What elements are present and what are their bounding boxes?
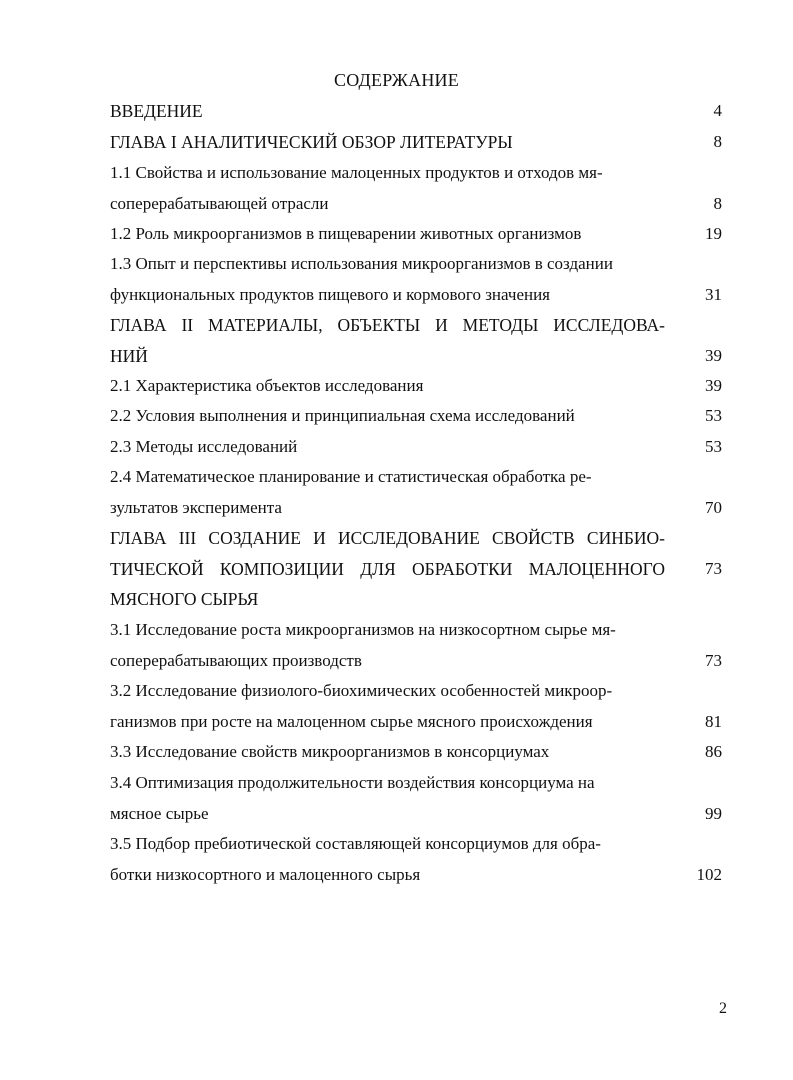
toc-entry-line: соперерабатывающих производств — [110, 650, 362, 670]
toc-entry-text: ГЛАВА I АНАЛИТИЧЕСКИЙ ОБЗОР ЛИТЕРАТУРЫ — [110, 132, 513, 152]
toc-entry-text — [110, 829, 665, 890]
toc-entry-chapter-2[interactable] — [110, 310, 722, 371]
toc-page-number: 19 — [705, 224, 722, 243]
toc-entry-line: ботки низкосортного и малоценного сырья — [110, 864, 421, 884]
toc-entry-chapter-3[interactable] — [110, 523, 722, 615]
toc-page-number: 31 — [705, 284, 722, 304]
toc-entry-text — [110, 462, 665, 523]
page-title: СОДЕРЖАНИЕ — [334, 70, 459, 90]
toc-entry-text: 1.2 Роль микроорганизмов в пищеварении животных организмов — [110, 224, 582, 243]
toc-entry-line: зультатов эксперимента — [110, 497, 282, 517]
toc-entry-line: 3.2 Исследование физиолого-биохимических особенностей микроор- — [110, 681, 613, 700]
toc-entry-3-5[interactable] — [110, 829, 722, 890]
toc-page-number: 81 — [705, 711, 722, 731]
toc-page-number: 99 — [705, 803, 722, 823]
toc-page-number: 70 — [705, 497, 722, 517]
toc-entry-1-1[interactable] — [110, 158, 722, 219]
toc-page-number: 73 — [705, 650, 722, 670]
toc-entry-text — [110, 158, 665, 219]
toc-entry-2-3[interactable] — [110, 432, 722, 463]
toc-page-number: 39 — [705, 376, 722, 395]
toc-page-number: 8 — [713, 132, 722, 151]
toc-page-number: 8 — [713, 193, 722, 213]
toc-entry-3-3[interactable] — [110, 737, 722, 768]
toc-entry-line: НИЙ — [110, 345, 148, 366]
toc-entry-2-1[interactable] — [110, 371, 722, 402]
toc-entry-text: 2.2 Условия выполнения и принципиальная схема исследований — [110, 406, 575, 425]
toc-entry-2-2[interactable] — [110, 401, 722, 432]
toc-entry-3-1[interactable] — [110, 615, 722, 676]
toc-entry-line: функциональных продуктов пищевого и кормового значения — [110, 284, 550, 304]
toc-entry-line: 1.1 Свойства и использование малоценных продуктов и отходов мя- — [110, 163, 603, 182]
toc-entry-text: 3.3 Исследование свойств микроорганизмов в консорциумах — [110, 742, 550, 761]
toc-entry-line: 1.3 Опыт и перспективы использования микроорганизмов в создании — [110, 254, 613, 273]
toc-entry-3-4[interactable] — [110, 768, 722, 829]
toc-page-number: 4 — [713, 101, 722, 120]
toc-entry-text — [110, 615, 665, 676]
toc-entry-chapter-1[interactable] — [110, 127, 722, 158]
toc-entry-3-2[interactable] — [110, 676, 722, 737]
toc-entry-line: 3.4 Оптимизация продолжительности воздействия консорциума на — [110, 773, 595, 792]
toc-entry-line: ганизмов при росте на малоценном сырье мясного происхождения — [110, 711, 593, 731]
page-number: 2 — [719, 1000, 727, 1017]
toc-entry-1-3[interactable] — [110, 249, 722, 310]
toc-page-number: 53 — [705, 437, 722, 456]
toc-page-number: 86 — [705, 742, 722, 761]
toc-entry-line: 3.1 Исследование роста микроорганизмов на низкосортном сырье мя- — [110, 620, 616, 639]
toc-entry-line: ГЛАВА III СОЗДАНИЕ И ИССЛЕДОВАНИЕ СВОЙСТВ СИНБИО- — [110, 528, 665, 548]
toc-entry-text — [110, 523, 665, 615]
toc-entry-line: ТИЧЕСКОЙ КОМПОЗИЦИИ ДЛЯ ОБРАБОТКИ МАЛОЦЕННОГО — [110, 558, 665, 579]
toc-entry-text: 2.3 Методы исследований — [110, 437, 298, 456]
toc-page-number: 39 — [705, 345, 722, 365]
toc-page-number: 53 — [705, 406, 722, 425]
toc-page-number: 102 — [696, 864, 722, 884]
toc-entry-line: 3.5 Подбор пребиотической составляющей консорциумов для обра- — [110, 834, 601, 853]
toc-entry-text — [110, 676, 665, 737]
toc-entry-line: 2.4 Математическое планирование и статистическая обработка ре- — [110, 467, 592, 486]
toc-entry-text: ВВЕДЕНИЕ — [110, 101, 203, 121]
toc-entry-text — [110, 310, 665, 371]
toc-entry-line: ГЛАВА II МАТЕРИАЛЫ, ОБЪЕКТЫ И МЕТОДЫ ИССЛЕДОВА- — [110, 315, 665, 335]
toc-entry-1-2[interactable] — [110, 219, 722, 250]
toc-page-number: 73 — [705, 558, 722, 578]
toc-entry-line: МЯСНОГО СЫРЬЯ — [110, 589, 259, 609]
toc-entry-introduction[interactable] — [110, 96, 722, 127]
toc-entry-2-4[interactable] — [110, 462, 722, 523]
toc-entry-text: 2.1 Характеристика объектов исследования — [110, 376, 424, 395]
toc-entry-text — [110, 768, 665, 829]
toc-entry-line: соперерабатывающей отрасли — [110, 193, 329, 213]
toc-entry-text — [110, 249, 665, 310]
toc-entry-line: мясное сырье — [110, 803, 209, 823]
